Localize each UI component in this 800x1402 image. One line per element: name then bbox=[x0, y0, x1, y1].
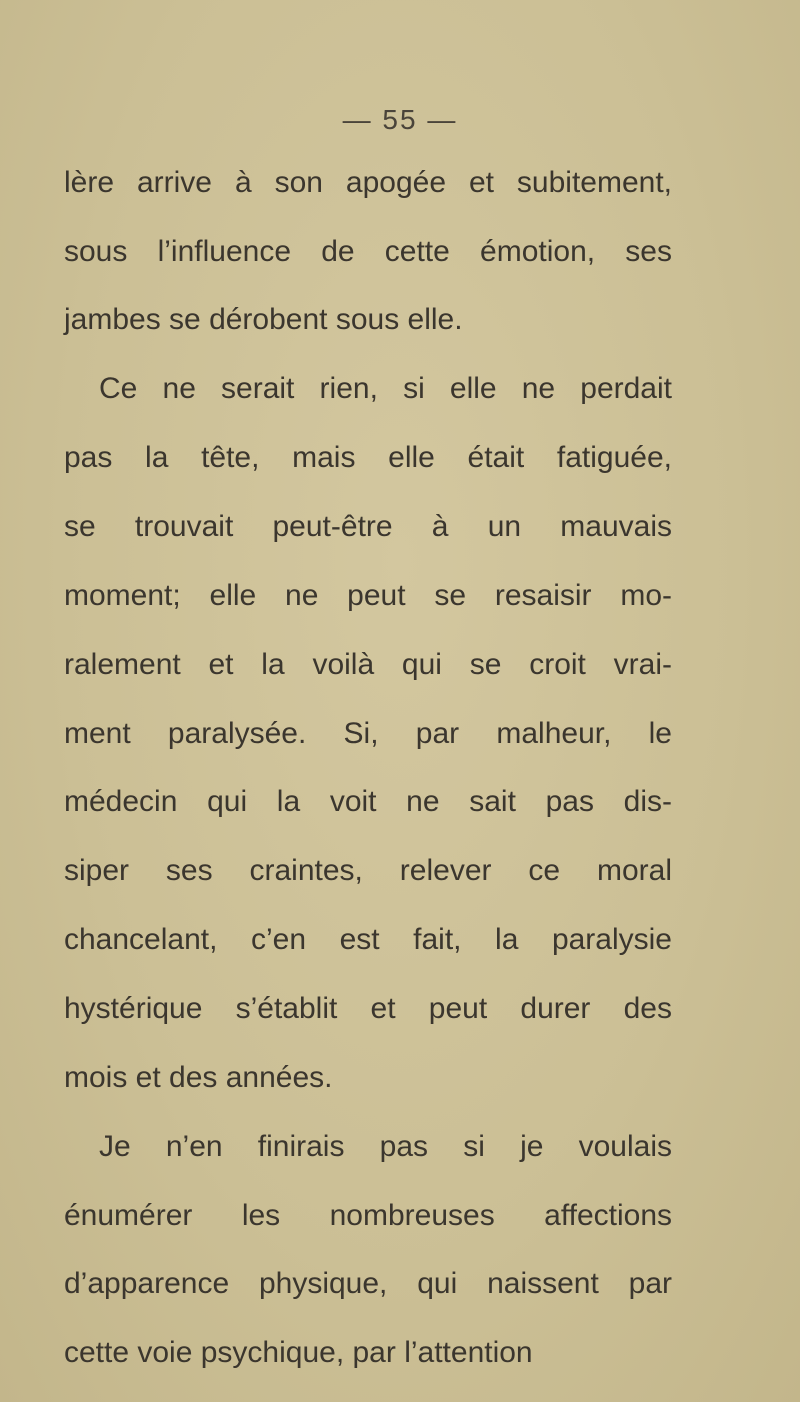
text-line: Je n’en finirais pas si je voulais bbox=[99, 1130, 672, 1163]
page-number: — 55 — bbox=[342, 104, 458, 135]
text-line: ralement et la voilà qui se croit vrai- bbox=[64, 648, 672, 681]
text-line: chancelant, c’en est fait, la paralysie bbox=[64, 923, 672, 956]
text-line: hystérique s’établit et peut durer des bbox=[64, 992, 672, 1025]
text-line: se trouvait peut-être à un mauvais bbox=[64, 510, 672, 543]
text-line: ment paralysée. Si, par malheur, le bbox=[64, 717, 672, 750]
text-line: d’apparence physique, qui naissent par bbox=[64, 1267, 672, 1300]
text-line: lère arrive à son apogée et subitement, bbox=[64, 166, 672, 199]
text-line: énumérer les nombreuses affections bbox=[64, 1199, 672, 1232]
text-line: moment; elle ne peut se resaisir mo- bbox=[64, 579, 672, 612]
text-line: mois et des années. bbox=[64, 1061, 333, 1094]
text-line: Ce ne serait rien, si elle ne perdait bbox=[99, 372, 672, 405]
text-line: médecin qui la voit ne sait pas dis- bbox=[64, 785, 672, 818]
text-line: jambes se dérobent sous elle. bbox=[64, 303, 463, 336]
text-line: siper ses craintes, relever ce moral bbox=[64, 854, 672, 887]
text-line: cette voie psychique, par l’attention bbox=[64, 1336, 533, 1369]
text-line: pas la tête, mais elle était fatiguée, bbox=[64, 441, 672, 474]
text-line: sous l’influence de cette émotion, ses bbox=[64, 235, 672, 268]
